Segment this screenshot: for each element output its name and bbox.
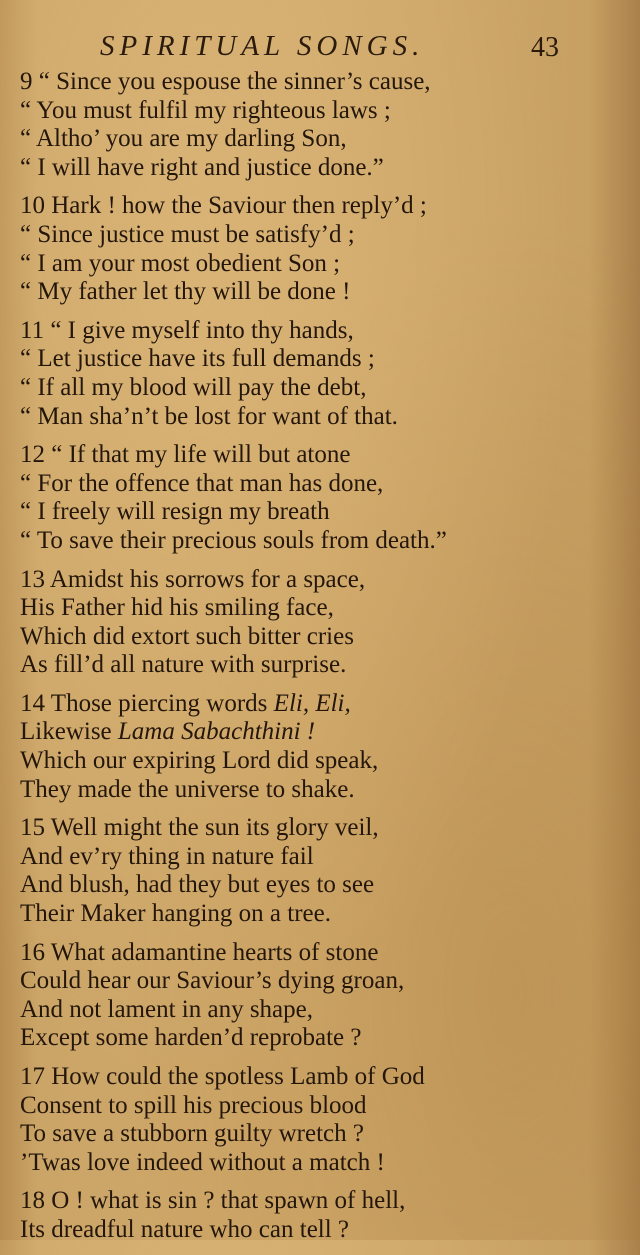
stanza-17 — [20, 1063, 620, 1177]
stanza-15 — [20, 814, 620, 928]
italic-phrase: Eli, Eli, — [273, 689, 351, 717]
verse-line: 12 “ If that my life will but atone — [20, 441, 351, 469]
verse-line: “ To save their precious souls from death.” — [20, 526, 447, 554]
verse-line: 11 “ I give myself into thy hands, — [20, 316, 354, 344]
verse-line: 18 O ! what is sin ? that spawn of hell, — [20, 1187, 406, 1215]
verse-line: Its dreadful nature who can tell ? — [20, 1215, 350, 1243]
page-number: 43 — [531, 32, 559, 63]
verse-line: Consent to spill his precious blood — [20, 1091, 367, 1119]
verse-line: 9 “ Since you espouse the sinner’s cause, — [20, 68, 431, 95]
italic-phrase: Lama Sabachthini ! — [117, 718, 316, 746]
verse-line: 10 Hark ! how the Saviour then reply’d ; — [20, 192, 427, 220]
verse-line: They made the universe to shake. — [20, 775, 355, 803]
verse-line: “ You must fulfil my righteous laws ; — [20, 96, 391, 124]
stanza-13 — [20, 566, 620, 680]
running-title: SPIRITUAL SONGS. — [100, 30, 425, 62]
verse-line: “ Altho’ you are my darling Son, — [20, 125, 347, 153]
verse-line: Could hear our Saviour’s dying groan, — [20, 967, 405, 995]
stanza-11 — [20, 317, 620, 431]
verse-line: “ For the offence that man has done, — [20, 469, 384, 497]
stanza-9 — [20, 68, 620, 182]
verse-line: And blush, had they but eyes to see — [20, 871, 375, 899]
verse-text: Likewise — [20, 718, 112, 746]
stanza-16 — [20, 939, 620, 1053]
verse-line: “ I am your most obedient Son ; — [20, 249, 341, 277]
verse-line: “ Man sha’n’t be lost for want of that. — [20, 402, 398, 430]
verse-line: And ev’ry thing in nature fail — [20, 842, 314, 870]
verse-line: Their Maker hanging on a tree. — [20, 900, 331, 928]
stanza-12 — [20, 441, 620, 555]
verse-line: To save a stubborn guilty wretch ? — [20, 1120, 364, 1148]
verse-line: 15 Well might the sun its glory veil, — [20, 814, 379, 842]
verse-line: As fill’d all nature with surprise. — [20, 651, 347, 679]
verse-line: “ Let justice have its full demands ; — [20, 345, 375, 373]
poem-body — [20, 68, 620, 1255]
verse-line: And not lament in any shape, — [20, 995, 313, 1023]
verse-line — [20, 690, 620, 719]
verse-line: “ My father let thy will be done ! — [20, 278, 351, 306]
verse-line: “ I freely will resign my breath — [20, 498, 330, 526]
verse-line: “ Since justice must be satisfy’d ; — [20, 220, 355, 248]
verse-line: Which did extort such bitter cries — [20, 622, 354, 650]
stanza-10 — [20, 192, 620, 306]
verse-line: “ If all my blood will pay the debt, — [20, 373, 367, 401]
verse-line: ’Twas love indeed without a match ! — [20, 1148, 385, 1176]
verse-text: 14 Those piercing words — [20, 689, 268, 717]
stanza-18 — [20, 1187, 620, 1244]
verse-line: 16 What adamantine hearts of stone — [20, 938, 379, 966]
verse-line — [20, 718, 620, 747]
verse-line: 13 Amidst his sorrows for a space, — [20, 565, 366, 593]
verse-line: His Father hid his smiling face, — [20, 594, 334, 622]
verse-line: Except some harden’d reprobate ? — [20, 1024, 362, 1052]
verse-line: Which our expiring Lord did speak, — [20, 747, 379, 775]
stanza-14 — [20, 690, 620, 804]
verse-line: 17 How could the spotless Lamb of God — [20, 1063, 425, 1090]
verse-line: “ I will have right and justice done.” — [20, 153, 384, 181]
